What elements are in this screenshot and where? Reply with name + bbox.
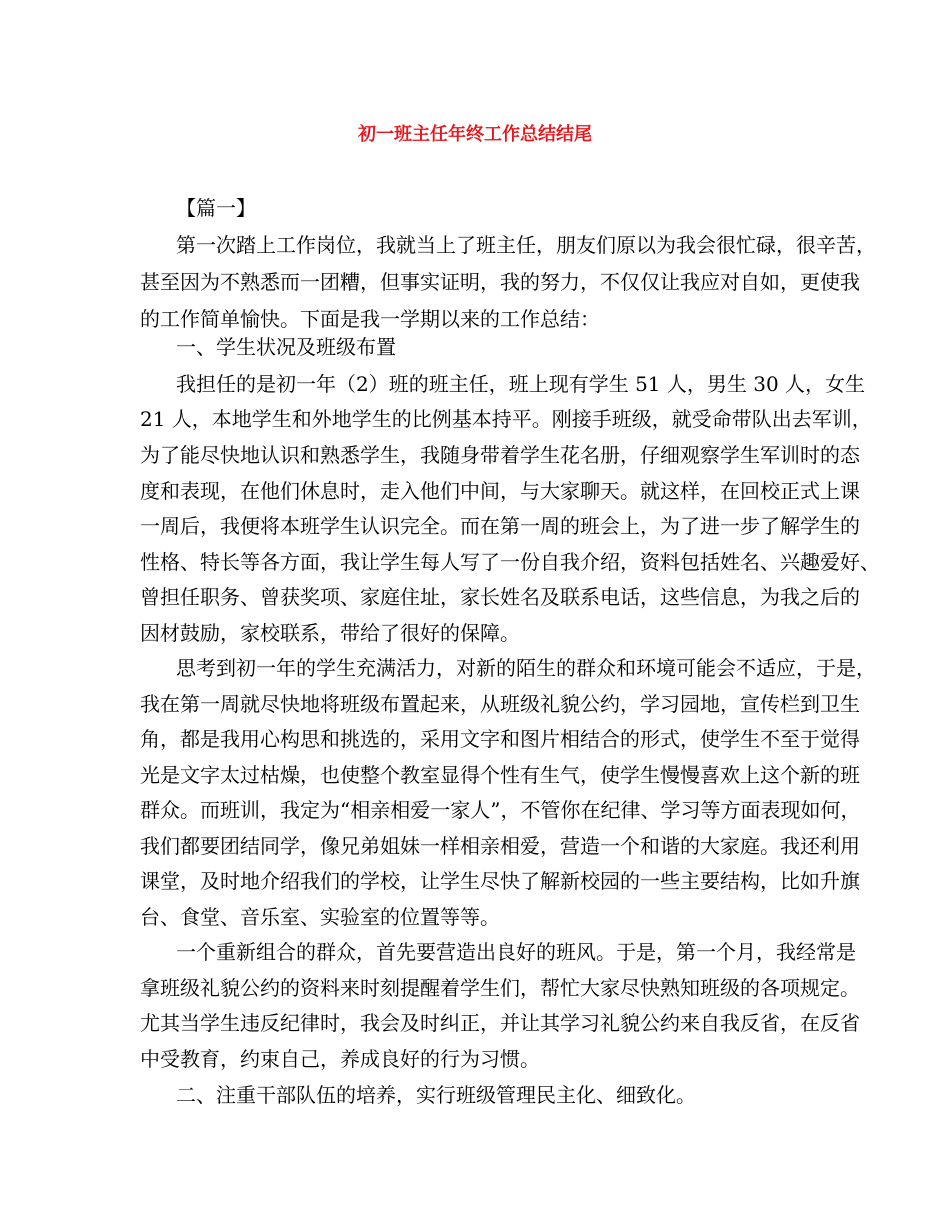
paragraph-line: 我们都要团结同学，像兄弟姐妹一样相亲相爱，营造一个和谐的大家庭。我还利用 <box>140 834 860 858</box>
section-heading-part-1: 【篇一】 <box>176 196 256 220</box>
paragraph-line: 第一次踏上工作岗位，我就当上了班主任，朋友们原以为我会很忙碌，很辛苦， <box>176 233 876 257</box>
paragraph-line: 拿班级礼貌公约的资料来时刻提醒着学生们，帮忙大家尽快熟知班级的各项规定。 <box>140 976 860 1000</box>
paragraph-line: 度和表现，在他们休息时，走入他们中间，与大家聊天。就这样，在回校正式上课 <box>140 479 860 503</box>
paragraph-line: 曾担任职务、曾获奖项、家庭住址，家长姓名及联系电话，这些信息，为我之后的 <box>140 585 860 609</box>
paragraph-line: 一周后，我便将本班学生认识完全。而在第一周的班会上，为了进一步了解学生的 <box>140 514 860 538</box>
subheading-cadre-training: 二、注重干部队伍的培养，实行班级管理民主化、细致化。 <box>176 1083 696 1107</box>
paragraph-line: 群众。而班训，我定为“相亲相爱一家人”，不管你在纪律、学习等方面表现如何， <box>140 798 861 822</box>
paragraph-line: 我在第一周就尽快地将班级布置起来，从班级礼貌公约，学习园地，宣传栏到卫生 <box>140 692 860 716</box>
paragraph-line: 尤其当学生违反纪律时，我会及时纠正，并让其学习礼貌公约来自我反省，在反省 <box>140 1011 860 1035</box>
paragraph-line: 因材鼓励，家校联系，带给了很好的保障。 <box>140 621 520 645</box>
paragraph-line: 我担任的是初一年（2）班的班主任，班上现有学生 51 人，男生 30 人，女生 <box>176 372 866 396</box>
paragraph-line: 课堂，及时地介绍我们的学校，让学生尽快了解新校园的一些主要结构，比如升旗 <box>140 869 860 893</box>
paragraph-line: 21 人，本地学生和外地学生的比例基本持平。刚接手班级，就受命带队出去军训， <box>140 407 872 431</box>
paragraph-line: 甚至因为不熟悉而一团糟，但事实证明，我的努力，不仅仅让我应对自如，更使我 <box>140 270 860 294</box>
paragraph-line: 的工作简单愉快。下面是我一学期以来的工作总结： <box>140 307 600 331</box>
paragraph-line: 台、食堂、音乐室、实验室的位置等等。 <box>140 905 500 929</box>
paragraph-line: 为了能尽快地认识和熟悉学生，我随身带着学生花名册，仔细观察学生军训时的态 <box>140 443 860 467</box>
subheading-student-status: 一、学生状况及班级布置 <box>176 335 396 359</box>
paragraph-line: 一个重新组合的群众，首先要营造出良好的班风。于是，第一个月，我经常是 <box>176 940 856 964</box>
paragraph-line: 性格、特长等各方面，我让学生每人写了一份自我介绍，资料包括姓名、兴趣爱好、 <box>140 550 880 574</box>
paragraph-line: 中受教育，约束自己，养成良好的行为习惯。 <box>140 1047 540 1071</box>
paragraph-line: 光是文字太过枯燥，也使整个教室显得个性有生气，使学生慢慢喜欢上这个新的班 <box>140 763 860 787</box>
paragraph-line: 思考到初一年的学生充满活力，对新的陌生的群众和环境可能会不适应，于是， <box>176 656 876 680</box>
paragraph-line: 角，都是我用心构思和挑选的，采用文字和图片相结合的形式，使学生不至于觉得 <box>140 727 860 751</box>
document-title: 初一班主任年终工作总结结尾 <box>358 124 592 145</box>
